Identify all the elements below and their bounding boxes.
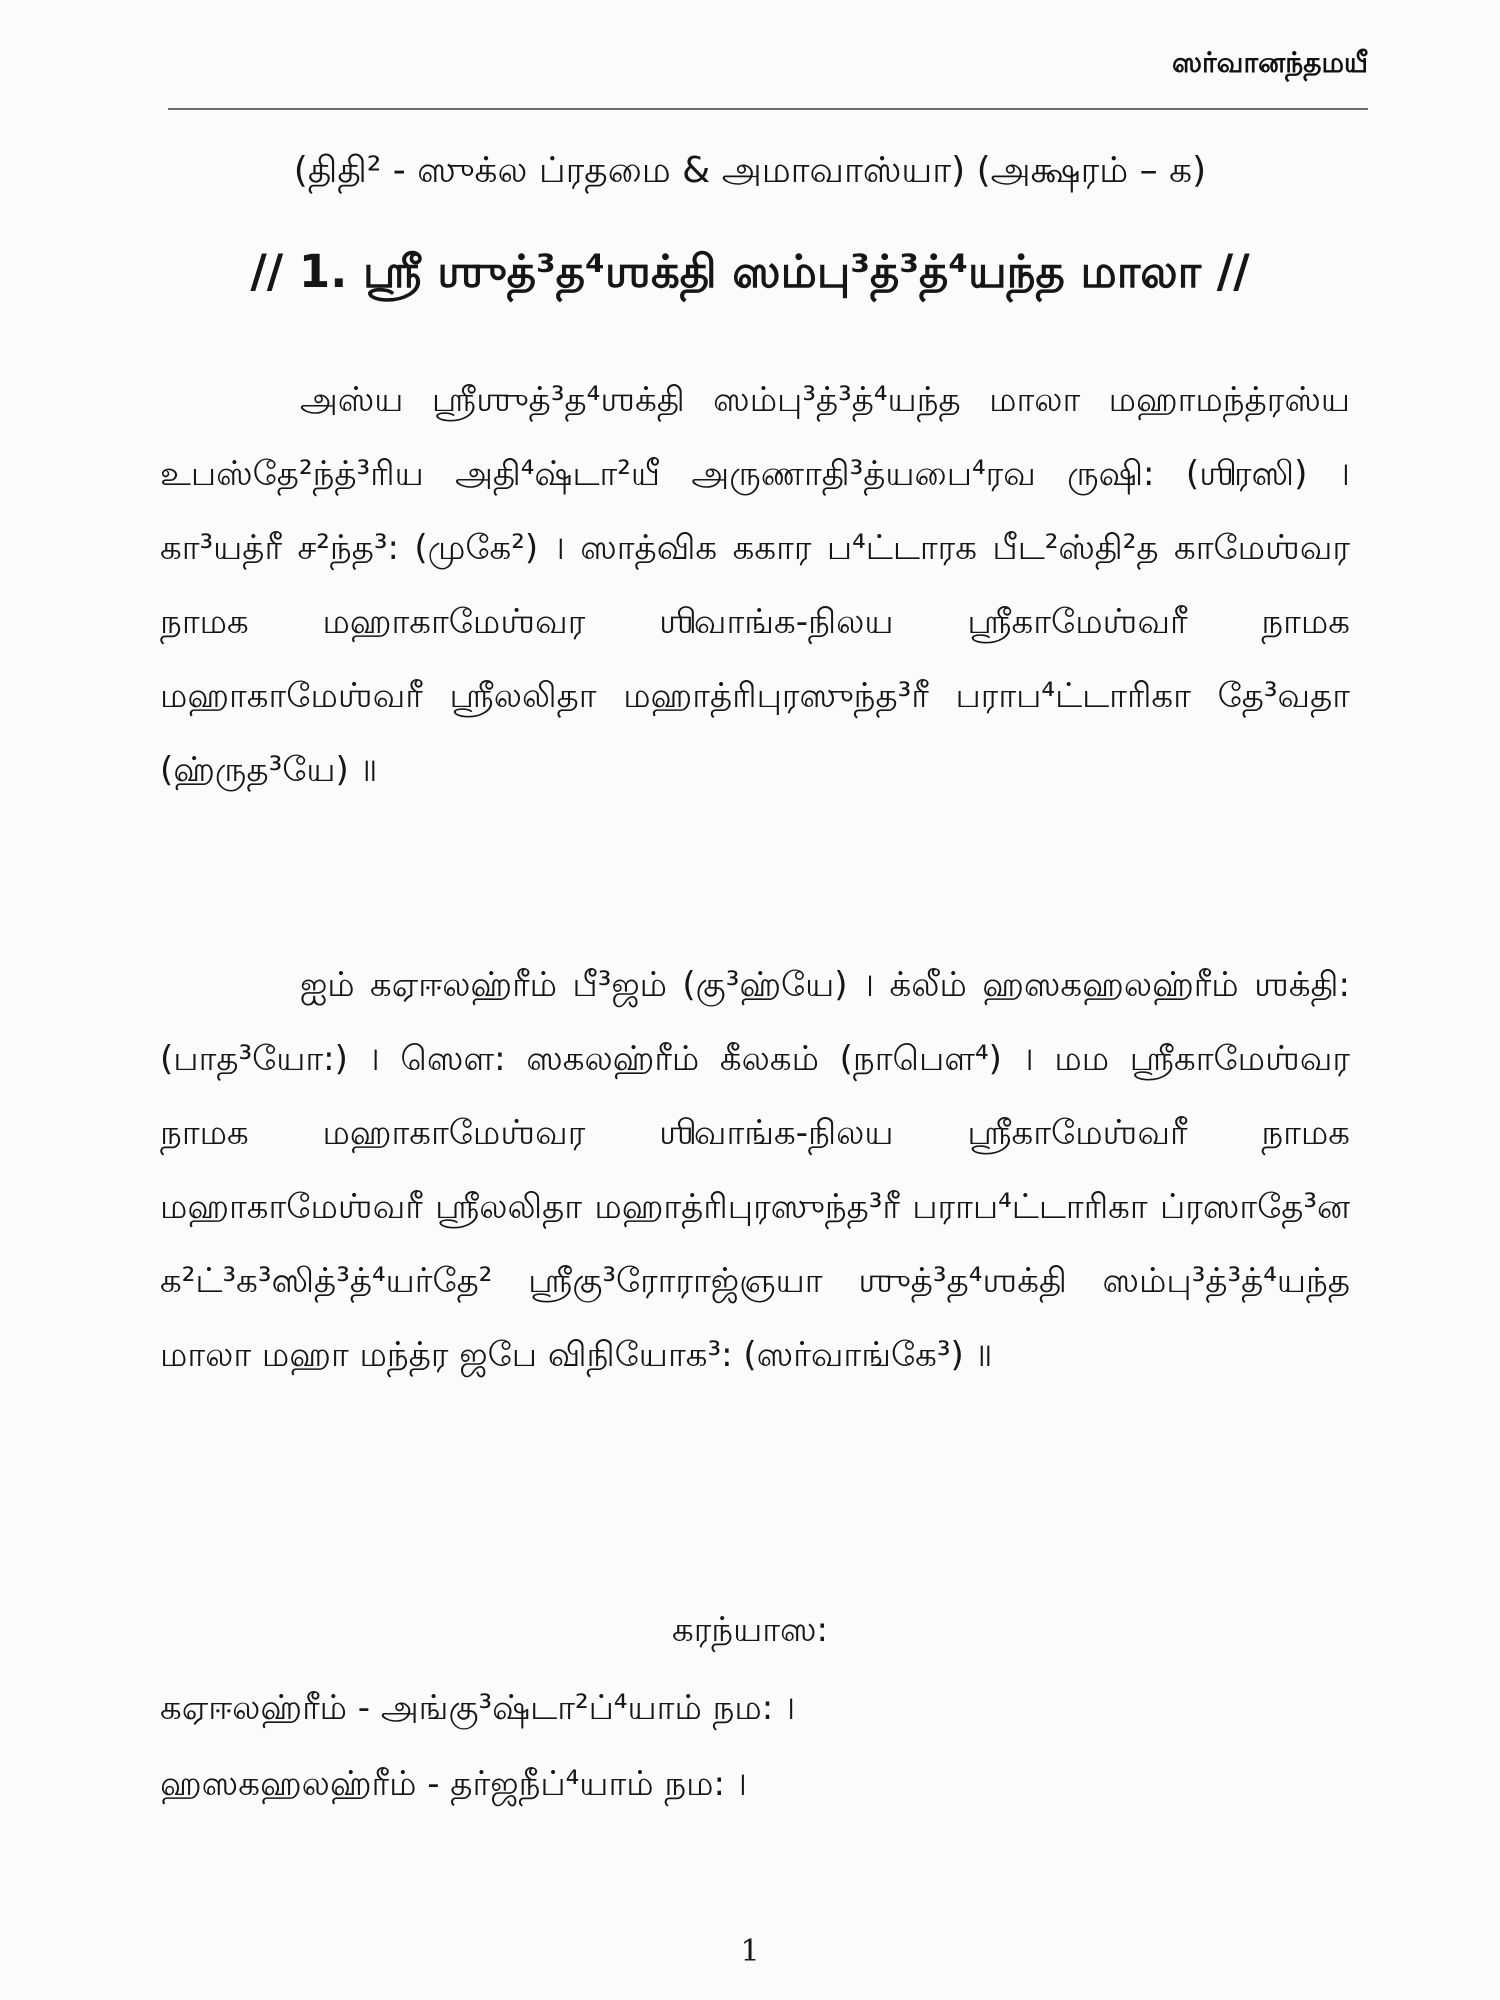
viniyoga-paragraph-1: அஸ்ய ஶ்ரீஶுத்³த⁴ஶக்தி ஸம்பு³த்³த்⁴யந்த மாலா மஹாமந்த்ரஸ்ய உபஸ்தே²ந்த்³ரிய அதி⁴ஷ்டா²யீ அருணாதி³த்யபை⁴ரவ ருஷி꞉ (ஶிரஸி) । கா³யத்ரீ ச²ந்த³꞉ (முகே²) । ஸாத்விக ககார ப⁴ட்டாரக பீட²ஸ்தி²த காமேஶ்வர நாமக மஹாகாமேஶ்வர ஶிவாங்க-நிலய ஶ்ரீகாமேஶ்வரீ நாமக மஹாகாமேஶ்வரீ ஶ்ரீலலிதா மஹாத்ரிபுரஸுந்த³ரீ பராப⁴ட்டாரிகா தே³வதா (ஹ்ருத³யே) ॥: [160, 380, 1350, 790]
page-number: 1: [740, 1934, 760, 1969]
page-header: [168, 40, 1368, 110]
nyasa-line: கஏஈலஹ்ரீம் - அங்கு³ஷ்டா²ப்⁴யாம் நம꞉ ।: [160, 1688, 796, 1728]
nyasa-line: ஹஸகஹலஹ்ரீம் - தர்ஜநீப்⁴யாம் நம꞉ ।: [160, 1764, 748, 1804]
karanyasa-heading: கரந்யாஸ꞉: [671, 1610, 829, 1650]
mala-title: // 1. ஶ்ரீ ஶுத்³த⁴ஶக்தி ஸம்பு³த்³த்⁴யந்த மாலா //: [250, 245, 1250, 298]
viniyoga-paragraph-2: ஐம் கஏஈலஹ்ரீம் பீ³ஜம் (கு³ஹ்யே) । க்லீம் ஹஸகஹலஹ்ரீம் ஶக்தி꞉ (பாத³யோ꞉) । ஸௌ꞉ ஸகலஹ்ரீம் கீலகம் (நாபௌ⁴) । மம ஶ்ரீகாமேஶ்வர நாமக மஹாகாமேஶ்வர ஶிவாங்க-நிலய ஶ்ரீகாமேஶ்வரீ நாமக மஹாகாமேஶ்வரீ ஶ்ரீலலிதா மஹாத்ரிபுரஸுந்த³ரீ பராப⁴ட்டாரிகா ப்ரஸாதே³ன க²ட்³க³ஸித்³த்⁴யர்தே² ஶ்ரீகு³ரோராஜ்ஞயா ஶுத்³த⁴ஶக்தி ஸம்பு³த்³த்⁴யந்த மாலா மஹா மந்த்ர ஜபே விநியோக³꞉ (ஸர்வாங்கே³) ॥: [160, 965, 1350, 1375]
running-header-title: ஸர்வானந்தமயீ: [1171, 46, 1368, 79]
tithi-subtitle: (திதி² - ஸுக்ல ப்ரதமை & அமாவாஸ்யா) (அக்ஷரம் – க): [293, 150, 1207, 191]
